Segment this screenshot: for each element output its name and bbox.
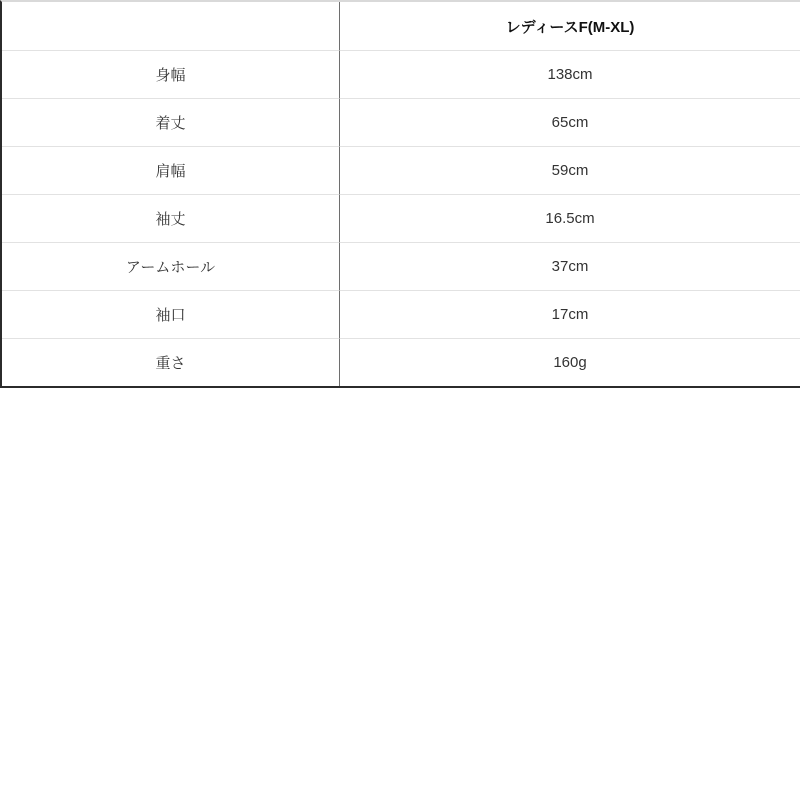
table-row-shoulder-width [2, 146, 800, 194]
measure-label: 重さ [2, 338, 339, 386]
table-row-weight [2, 338, 800, 386]
table-row-cuff [2, 290, 800, 338]
measure-value: 138cm [339, 50, 800, 98]
size-chart-table [0, 0, 800, 388]
measure-label: 肩幅 [2, 146, 339, 194]
size-chart-header-row [2, 2, 800, 50]
size-chart-empty-header-cell [2, 2, 339, 50]
size-chart-size-header: レディースF(M-XL) [339, 2, 800, 50]
measure-value: 160g [339, 338, 800, 386]
table-row-sleeve-length [2, 194, 800, 242]
table-row-armhole [2, 242, 800, 290]
measure-label: 着丈 [2, 98, 339, 146]
measure-value: 59cm [339, 146, 800, 194]
measure-label: アームホール [2, 242, 339, 290]
measure-value: 65cm [339, 98, 800, 146]
measure-value: 37cm [339, 242, 800, 290]
measure-label: 身幅 [2, 50, 339, 98]
table-row-length [2, 98, 800, 146]
measure-value: 17cm [339, 290, 800, 338]
measure-label: 袖丈 [2, 194, 339, 242]
table-row-body-width [2, 50, 800, 98]
measure-label: 袖口 [2, 290, 339, 338]
measure-value: 16.5cm [339, 194, 800, 242]
